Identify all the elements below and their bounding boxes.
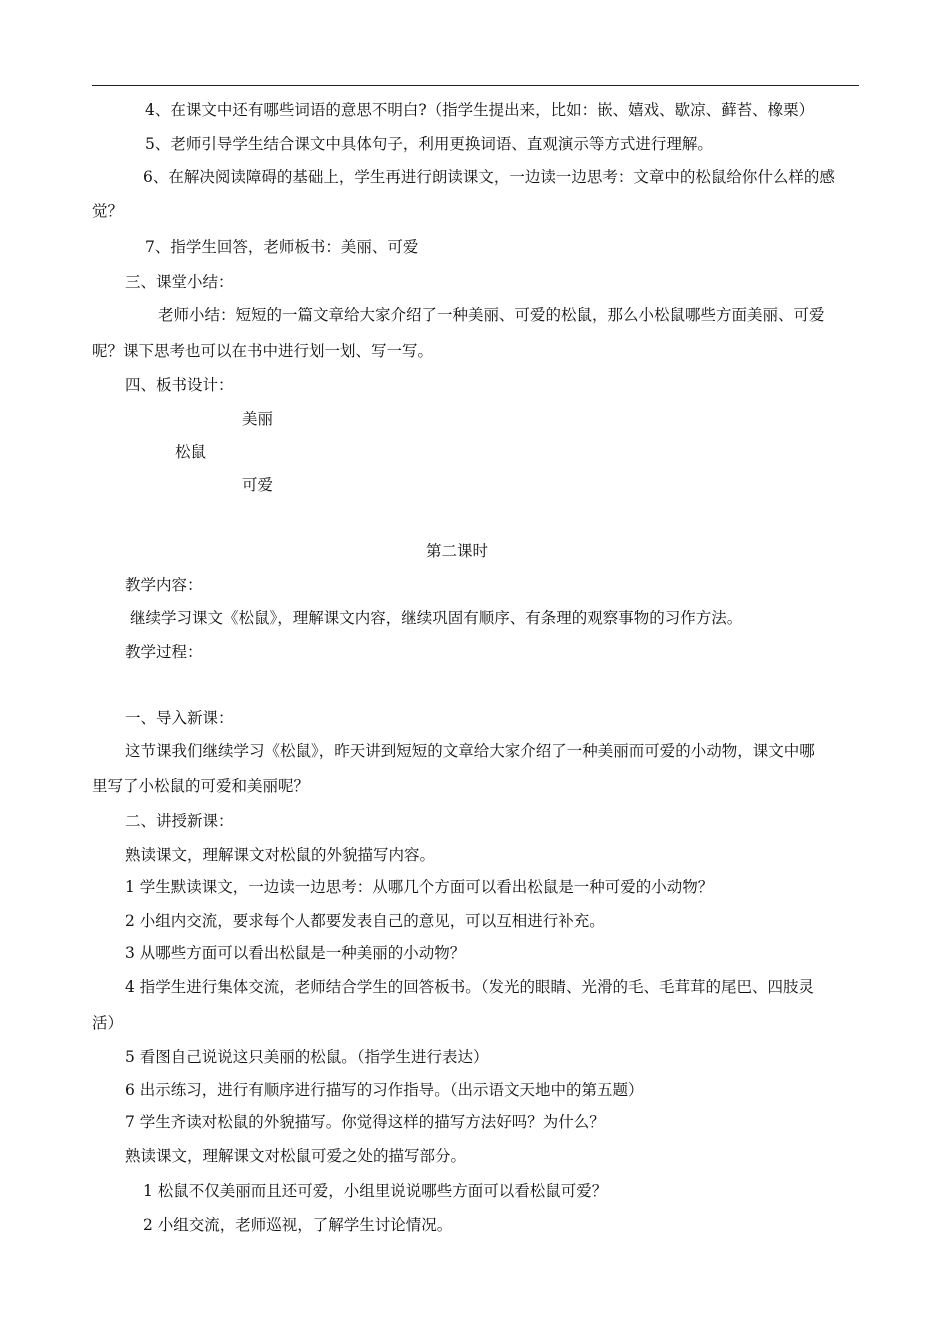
- board-word: 可爱: [242, 476, 274, 494]
- summary-line: 老师小结：短短的一篇文章给大家介绍了一种美丽、可爱的松鼠，那么小松鼠哪些方面美丽、可爱: [158, 306, 825, 324]
- numbered-line: 5 看图自己说说这只美丽的松鼠。（指学生进行表达）: [125, 1048, 489, 1066]
- board-word: 美丽: [242, 410, 274, 428]
- body-line: 熟读课文，理解课文对松鼠可爱之处的描写部分。: [125, 1147, 467, 1165]
- body-line: 熟读课文，理解课文对松鼠的外貌描写内容。: [125, 846, 436, 864]
- section-heading: 二、讲授新课：: [125, 812, 234, 830]
- numbered-line: 1 学生默读课文，一边读一边思考：从哪几个方面可以看出松鼠是一种可爱的小动物？: [125, 878, 714, 896]
- section-heading: 三、课堂小结：: [125, 273, 234, 291]
- header-rule: [92, 85, 859, 86]
- numbered-line: 3 从哪些方面可以看出松鼠是一种美丽的小动物？: [125, 944, 466, 962]
- lesson-title: 第二课时: [426, 542, 489, 560]
- section-label: 教学过程：: [125, 643, 203, 661]
- step-6-line: 6、在解决阅读障碍的基础上，学生再进行朗读课文，一边读一边思考：文章中的松鼠给你什么样的感: [143, 168, 835, 186]
- numbered-line-cont: 活）: [92, 1014, 124, 1032]
- section-label: 教学内容：: [125, 576, 203, 594]
- content-line: 继续学习课文《松鼠》，理解课文内容，继续巩固有顺序、有条理的观察事物的习作方法。: [130, 609, 743, 627]
- numbered-line: 7 学生齐读对松鼠的外貌描写。你觉得这样的描写方法好吗？为什么？: [125, 1113, 605, 1131]
- numbered-line: 2 小组内交流，要求每个人都要发表自己的意见，可以互相进行补充。: [125, 912, 605, 930]
- step-7-line: 7、指学生回答，老师板书：美丽、可爱: [145, 238, 419, 256]
- step-4-line: 4、在课文中还有哪些词语的意思不明白?（指学生提出来，比如：嵌、嬉戏、歇凉、藓苔、橡栗）: [145, 101, 815, 119]
- intro-line-cont: 里写了小松鼠的可爱和美丽呢？: [92, 777, 310, 795]
- numbered-line: 6 出示练习，进行有顺序进行描写的习作指导。（出示语文天地中的第五题）: [125, 1081, 644, 1099]
- section-heading: 一、导入新课：: [125, 709, 234, 727]
- intro-line: 这节课我们继续学习《松鼠》，昨天讲到短短的文章给大家介绍了一种美丽而可爱的小动物，课文中哪: [125, 742, 815, 760]
- step-6-line-cont: 觉？: [92, 202, 124, 220]
- section-heading: 四、板书设计：: [125, 376, 234, 394]
- numbered-line: 1 松鼠不仅美丽而且还可爱，小组里说说哪些方面可以看松鼠可爱？: [143, 1182, 608, 1200]
- numbered-line: 4 指学生进行集体交流，老师结合学生的回答板书。（发光的眼睛、光滑的毛、毛茸茸的尾巴、四肢灵: [125, 978, 815, 996]
- numbered-line: 2 小组交流，老师巡视，了解学生讨论情况。: [143, 1216, 453, 1234]
- board-word: 松鼠: [175, 443, 207, 461]
- summary-line-cont: 呢？课下思考也可以在书中进行划一划、写一写。: [92, 342, 434, 360]
- step-5-line: 5、老师引导学生结合课文中具体句子，利用更换词语、直观演示等方式进行理解。: [145, 135, 713, 153]
